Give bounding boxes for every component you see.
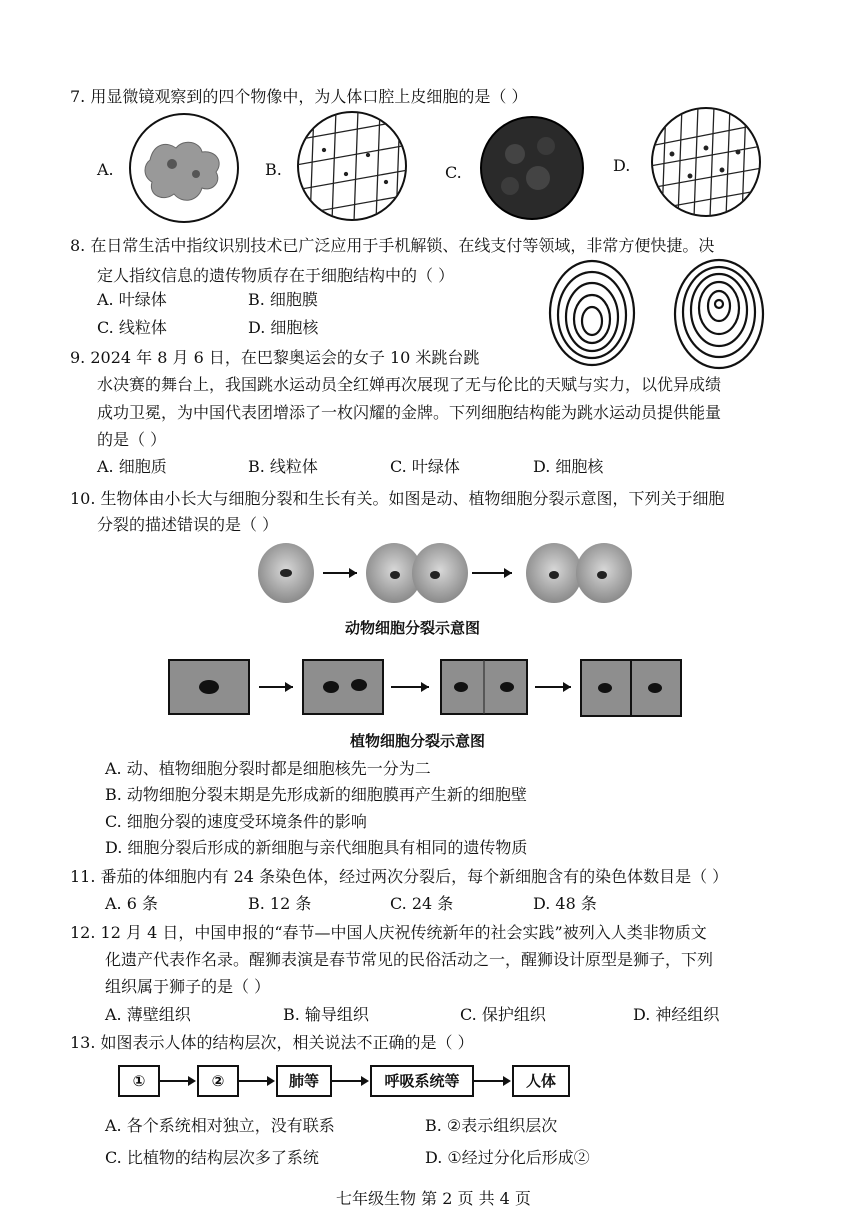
q9-line-4: 的是（ ） — [97, 430, 167, 449]
fingerprint-image-2 — [673, 258, 765, 370]
q12-line-3: 组织属于狮子的是（ ） — [105, 977, 271, 996]
q9-option-d: D. 细胞核 — [533, 457, 604, 476]
q13-option-b: B. ②表示组织层次 — [425, 1116, 558, 1135]
q7-image-b — [296, 110, 408, 222]
q9-line-1: 9. 2024 年 8 月 6 日，在巴黎奥运会的女子 10 米跳台跳 — [70, 348, 480, 367]
page-footer: 七年级生物 第 2 页 共 4 页 — [336, 1189, 531, 1208]
q12-line-2: 化遗产代表作名录。醒狮表演是春节常见的民俗活动之一，醒狮设计原型是狮子，下列 — [105, 950, 714, 969]
flow-box-1: ① — [118, 1065, 160, 1097]
q10-line-1: 10. 生物体由小长大与细胞分裂和生长有关。如图是动、植物细胞分裂示意图，下列关于细胞 — [70, 489, 725, 508]
q12-line-1: 12. 12 月 4 日，中国申报的“春节—中国人庆祝传统新年的社会实践”被列入人类非物质文 — [70, 923, 707, 942]
q11-option-c: C. 24 条 — [390, 894, 454, 913]
q11-option-b: B. 12 条 — [248, 894, 312, 913]
q8-line-1: 8. 在日常生活中指纹识别技术已广泛应用于手机解锁、在线支付等领域，非常方便快捷。决 — [70, 236, 715, 255]
q13-option-d: D. ①经过分化后形成② — [425, 1148, 590, 1167]
q8-option-b: B. 细胞膜 — [248, 290, 318, 309]
q9-line-2: 水决赛的舞台上，我国跳水运动员全红婵再次展现了无与伦比的天赋与实力，以优异成绩 — [97, 375, 722, 394]
q10-option-d: D. 细胞分裂后形成的新细胞与亲代细胞具有相同的遗传物质 — [105, 838, 528, 857]
plant-cell-division-figure — [165, 656, 685, 720]
q7-image-a — [128, 112, 240, 224]
q8-option-d: D. 细胞核 — [248, 318, 319, 337]
flow-box-5: 人体 — [512, 1065, 570, 1097]
q7-label-c: C. — [445, 163, 462, 182]
q10-option-b: B. 动物细胞分裂末期是先形成新的细胞膜再产生新的细胞壁 — [105, 785, 527, 804]
q13-stem: 13. 如图表示人体的结构层次，相关说法不正确的是（ ） — [70, 1033, 474, 1052]
q12-option-b: B. 输导组织 — [283, 1005, 369, 1024]
q8-option-a: A. 叶绿体 — [97, 290, 167, 309]
q7-label-a: A. — [97, 160, 114, 179]
q9-option-c: C. 叶绿体 — [390, 457, 460, 476]
q9-option-b: B. 线粒体 — [248, 457, 318, 476]
flow-box-3: 肺等 — [276, 1065, 332, 1097]
q11-option-a: A. 6 条 — [105, 894, 158, 913]
animal-figure-caption: 动物细胞分裂示意图 — [345, 619, 481, 637]
q8-line-2: 定人指纹信息的遗传物质存在于细胞结构中的（ ） — [97, 266, 455, 285]
flow-box-4: 呼吸系统等 — [370, 1065, 474, 1097]
q10-option-a: A. 动、植物细胞分裂时都是细胞核先一分为二 — [105, 759, 431, 778]
flow-box-2: ② — [197, 1065, 239, 1097]
q13-option-c: C. 比植物的结构层次多了系统 — [105, 1148, 319, 1167]
q11-option-d: D. 48 条 — [533, 894, 597, 913]
q7-stem: 7. 用显微镜观察到的四个物像中，为人体口腔上皮细胞的是（ ） — [70, 87, 528, 106]
animal-cell-division-figure — [257, 542, 647, 608]
q13-option-a: A. 各个系统相对独立，没有联系 — [105, 1116, 335, 1135]
q12-option-d: D. 神经组织 — [633, 1005, 720, 1024]
plant-figure-caption: 植物细胞分裂示意图 — [350, 732, 486, 750]
q11-stem: 11. 番茄的体细胞内有 24 条染色体，经过两次分裂后，每个新细胞含有的染色体数目是（ ） — [70, 867, 729, 886]
q10-option-c: C. 细胞分裂的速度受环境条件的影响 — [105, 812, 367, 831]
q12-option-c: C. 保护组织 — [460, 1005, 546, 1024]
q12-option-a: A. 薄壁组织 — [105, 1005, 191, 1024]
q7-label-b: B. — [265, 160, 282, 179]
q7-image-c — [480, 116, 584, 220]
q7-image-d — [650, 106, 762, 218]
q9-line-3: 成功卫冕，为中国代表团增添了一枚闪耀的金牌。下列细胞结构能为跳水运动员提供能量 — [97, 403, 722, 422]
fingerprint-image-1 — [547, 257, 637, 365]
flow-arrows — [158, 1071, 628, 1091]
q7-label-d: D. — [613, 156, 631, 175]
q9-option-a: A. 细胞质 — [97, 457, 167, 476]
q10-line-2: 分裂的描述错误的是（ ） — [97, 515, 279, 534]
q8-option-c: C. 线粒体 — [97, 318, 167, 337]
